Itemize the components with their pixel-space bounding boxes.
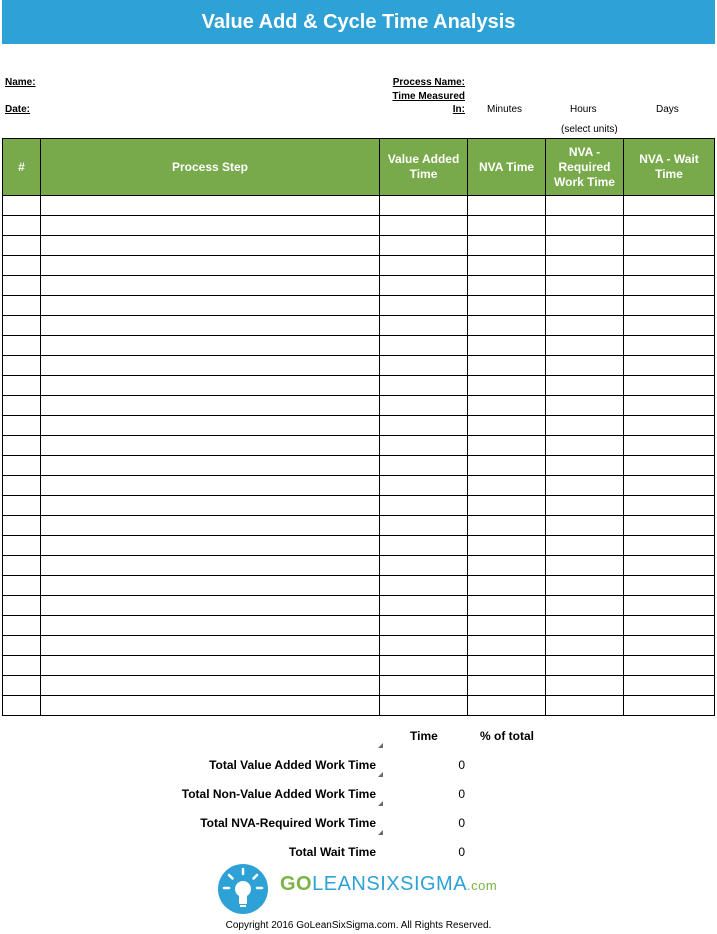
total-wait-time-value: 0 [458,845,465,859]
table-row [3,556,715,576]
number-cell[interactable] [3,196,41,216]
process-steps-table [2,138,715,716]
value-added-time-cell[interactable] [380,596,468,616]
nva-required-work-time-cell[interactable] [546,416,624,436]
total-nva-required-value: 0 [458,816,465,830]
total-non-value-added-value: 0 [458,787,465,801]
header-number: # [3,139,41,196]
nva-wait-time-cell[interactable] [624,436,715,456]
process-step-cell[interactable] [41,616,380,636]
nva-time-cell[interactable] [468,236,546,256]
value-added-time-cell[interactable] [380,516,468,536]
value-added-time-cell[interactable] [380,656,468,676]
total-value-added-value: 0 [458,758,465,772]
nva-wait-time-cell[interactable] [624,296,715,316]
nva-required-work-time-cell[interactable] [546,216,624,236]
value-added-time-cell[interactable] [380,536,468,556]
process-step-cell[interactable] [41,276,380,296]
unit-days[interactable]: Days [656,104,679,115]
process-name-label: Process Name: [392,77,465,88]
nva-time-cell[interactable] [468,456,546,476]
process-step-cell[interactable] [41,576,380,596]
nva-wait-time-cell[interactable] [624,656,715,676]
nva-time-cell[interactable] [468,256,546,276]
process-step-cell[interactable] [41,596,380,616]
total-value-added-label: Total Value Added Work Time [209,758,376,772]
value-added-time-cell[interactable] [380,276,468,296]
table-row [3,296,715,316]
nva-wait-time-cell[interactable] [624,236,715,256]
number-cell[interactable] [3,516,41,536]
nva-wait-time-cell[interactable] [624,696,715,716]
table-row [3,356,715,376]
number-cell[interactable] [3,276,41,296]
number-cell[interactable] [3,356,41,376]
nva-required-work-time-cell[interactable] [546,256,624,276]
process-step-cell[interactable] [41,696,380,716]
table-row [3,396,715,416]
nva-wait-time-cell[interactable] [624,396,715,416]
nva-time-cell[interactable] [468,316,546,336]
nva-wait-time-cell[interactable] [624,516,715,536]
nva-time-cell[interactable] [468,556,546,576]
process-step-cell[interactable] [41,656,380,676]
table-body [3,196,715,716]
nva-time-cell[interactable] [468,416,546,436]
nva-time-cell[interactable] [468,216,546,236]
nva-required-work-time-cell[interactable] [546,576,624,596]
value-added-time-cell[interactable] [380,496,468,516]
value-added-time-cell[interactable] [380,396,468,416]
number-cell[interactable] [3,316,41,336]
nva-time-cell[interactable] [468,196,546,216]
nva-wait-time-cell[interactable] [624,216,715,236]
value-added-time-cell[interactable] [380,336,468,356]
unit-hours[interactable]: Hours [570,104,597,115]
value-added-time-cell[interactable] [380,236,468,256]
nva-time-cell[interactable] [468,656,546,676]
nva-time-cell[interactable] [468,436,546,456]
nva-wait-time-cell[interactable] [624,476,715,496]
header-value-added-time: Value Added Time [380,139,468,196]
table-row [3,516,715,536]
value-added-time-cell[interactable] [380,296,468,316]
number-cell[interactable] [3,556,41,576]
number-cell[interactable] [3,256,41,276]
page-title: Value Add & Cycle Time Analysis [2,0,715,44]
nva-wait-time-cell[interactable] [624,576,715,596]
process-step-cell[interactable] [41,456,380,476]
header-process-step: Process Step [41,139,380,196]
nva-required-work-time-cell[interactable] [546,336,624,356]
totals-pct-header: % of total [480,729,534,743]
table-row [3,616,715,636]
number-cell[interactable] [3,656,41,676]
nva-wait-time-cell[interactable] [624,636,715,656]
nva-time-cell[interactable] [468,276,546,296]
value-added-time-cell[interactable] [380,676,468,696]
nva-required-work-time-cell[interactable] [546,656,624,676]
value-added-time-cell[interactable] [380,376,468,396]
table-row [3,676,715,696]
process-step-cell[interactable] [41,196,380,216]
nva-wait-time-cell[interactable] [624,596,715,616]
nva-time-cell[interactable] [468,496,546,516]
nva-wait-time-cell[interactable] [624,336,715,356]
nva-wait-time-cell[interactable] [624,356,715,376]
number-cell[interactable] [3,436,41,456]
nva-wait-time-cell[interactable] [624,496,715,516]
value-added-time-cell[interactable] [380,216,468,236]
nva-required-work-time-cell[interactable] [546,276,624,296]
table-row [3,256,715,276]
nva-required-work-time-cell[interactable] [546,636,624,656]
process-step-cell[interactable] [41,296,380,316]
table-row [3,596,715,616]
nva-required-work-time-cell[interactable] [546,316,624,336]
number-cell[interactable] [3,496,41,516]
nva-required-work-time-cell[interactable] [546,696,624,716]
total-wait-time-label: Total Wait Time [288,845,376,859]
process-step-cell[interactable] [41,236,380,256]
value-added-time-cell[interactable] [380,256,468,276]
value-added-time-cell[interactable] [380,416,468,436]
process-step-cell[interactable] [41,476,380,496]
value-added-time-cell[interactable] [380,476,468,496]
value-added-time-cell[interactable] [380,456,468,476]
nva-time-cell[interactable] [468,356,546,376]
table-row [3,436,715,456]
number-cell[interactable] [3,616,41,636]
nva-time-cell[interactable] [468,516,546,536]
table-row [3,576,715,596]
number-cell[interactable] [3,476,41,496]
nva-time-cell[interactable] [468,636,546,656]
nva-wait-time-cell[interactable] [624,456,715,476]
totals-time-header: Time [410,729,438,743]
table-row [3,216,715,236]
table-row [3,196,715,216]
nva-time-cell[interactable] [468,616,546,636]
nva-wait-time-cell[interactable] [624,616,715,636]
nva-required-work-time-cell[interactable] [546,196,624,216]
number-cell[interactable] [3,236,41,256]
nva-required-work-time-cell[interactable] [546,296,624,316]
process-step-cell[interactable] [41,516,380,536]
nva-time-cell[interactable] [468,376,546,396]
number-cell[interactable] [3,636,41,656]
number-cell[interactable] [3,296,41,316]
process-step-cell[interactable] [41,316,380,336]
number-cell[interactable] [3,676,41,696]
nva-time-cell[interactable] [468,396,546,416]
nva-required-work-time-cell[interactable] [546,476,624,496]
total-nva-required-label: Total NVA-Required Work Time [200,816,376,830]
process-step-cell[interactable] [41,416,380,436]
date-label: Date: [5,104,31,115]
value-added-time-cell[interactable] [380,356,468,376]
process-step-cell[interactable] [41,396,380,416]
table-row [3,316,715,336]
process-step-cell[interactable] [41,336,380,356]
header-nva-required-work-time: NVA - Required Work Time [546,139,624,196]
table-row [3,376,715,396]
nva-wait-time-cell[interactable] [624,676,715,696]
number-cell[interactable] [3,336,41,356]
process-step-cell[interactable] [41,376,380,396]
process-step-cell[interactable] [41,256,380,276]
value-added-time-cell[interactable] [380,196,468,216]
unit-minutes[interactable]: Minutes [487,104,523,115]
value-added-time-cell[interactable] [380,616,468,636]
nva-required-work-time-cell[interactable] [546,436,624,456]
value-added-time-cell[interactable] [380,316,468,336]
time-measured-label: Time Measured [392,91,465,102]
nva-time-cell[interactable] [468,296,546,316]
value-added-time-cell[interactable] [380,636,468,656]
table-row [3,276,715,296]
value-added-time-cell[interactable] [380,436,468,456]
copyright-text: Copyright 2016 GoLeanSixSigma.com. All Rights Reserved. [225,920,492,931]
number-cell[interactable] [3,696,41,716]
nva-required-work-time-cell[interactable] [546,556,624,576]
nva-wait-time-cell[interactable] [624,376,715,396]
process-step-cell[interactable] [41,636,380,656]
nva-time-cell[interactable] [468,676,546,696]
cell-comment-marker [378,743,383,748]
table-row [3,656,715,676]
nva-time-cell[interactable] [468,596,546,616]
nva-required-work-time-cell[interactable] [546,616,624,636]
number-cell[interactable] [3,396,41,416]
table-header-row [3,139,715,196]
in-label: In: [452,104,465,115]
nva-time-cell[interactable] [468,476,546,496]
nva-required-work-time-cell[interactable] [546,236,624,256]
cell-comment-marker [378,801,383,806]
nva-wait-time-cell[interactable] [624,416,715,436]
table-row [3,476,715,496]
process-step-cell[interactable] [41,536,380,556]
value-added-time-cell[interactable] [380,556,468,576]
goleansixsigma-logo: GOLEANSIXSIGMA.com [280,873,498,895]
lightbulb-icon [218,864,268,914]
process-step-cell[interactable] [41,676,380,696]
number-cell[interactable] [3,536,41,556]
nva-required-work-time-cell[interactable] [546,376,624,396]
process-step-cell[interactable] [41,496,380,516]
nva-wait-time-cell[interactable] [624,276,715,296]
nva-wait-time-cell[interactable] [624,316,715,336]
process-step-cell[interactable] [41,556,380,576]
nva-required-work-time-cell[interactable] [546,356,624,376]
nva-required-work-time-cell[interactable] [546,456,624,476]
table-row [3,236,715,256]
cell-comment-marker [378,830,383,835]
nva-time-cell[interactable] [468,336,546,356]
header-nva-wait-time: NVA - Wait Time [624,139,715,196]
table-row [3,456,715,476]
nva-required-work-time-cell[interactable] [546,596,624,616]
table-row [3,336,715,356]
select-units-hint: (select units) [561,124,618,135]
total-non-value-added-label: Total Non-Value Added Work Time [181,787,376,801]
number-cell[interactable] [3,456,41,476]
table-row [3,536,715,556]
nva-required-work-time-cell[interactable] [546,516,624,536]
nva-wait-time-cell[interactable] [624,556,715,576]
name-label: Name: [5,77,36,88]
number-cell[interactable] [3,216,41,236]
table-row [3,636,715,656]
cell-comment-marker [378,772,383,777]
nva-time-cell[interactable] [468,696,546,716]
header-nva-time: NVA Time [468,139,546,196]
nva-required-work-time-cell[interactable] [546,496,624,516]
process-step-cell[interactable] [41,216,380,236]
nva-time-cell[interactable] [468,536,546,556]
number-cell[interactable] [3,376,41,396]
number-cell[interactable] [3,596,41,616]
table-row [3,496,715,516]
nva-required-work-time-cell[interactable] [546,396,624,416]
value-added-time-cell[interactable] [380,576,468,596]
nva-wait-time-cell[interactable] [624,196,715,216]
number-cell[interactable] [3,416,41,436]
table-row [3,416,715,436]
value-added-time-cell[interactable] [380,696,468,716]
number-cell[interactable] [3,576,41,596]
nva-wait-time-cell[interactable] [624,536,715,556]
nva-required-work-time-cell[interactable] [546,536,624,556]
nva-wait-time-cell[interactable] [624,256,715,276]
nva-time-cell[interactable] [468,576,546,596]
process-step-cell[interactable] [41,436,380,456]
nva-required-work-time-cell[interactable] [546,676,624,696]
table-row [3,696,715,716]
process-step-cell[interactable] [41,356,380,376]
